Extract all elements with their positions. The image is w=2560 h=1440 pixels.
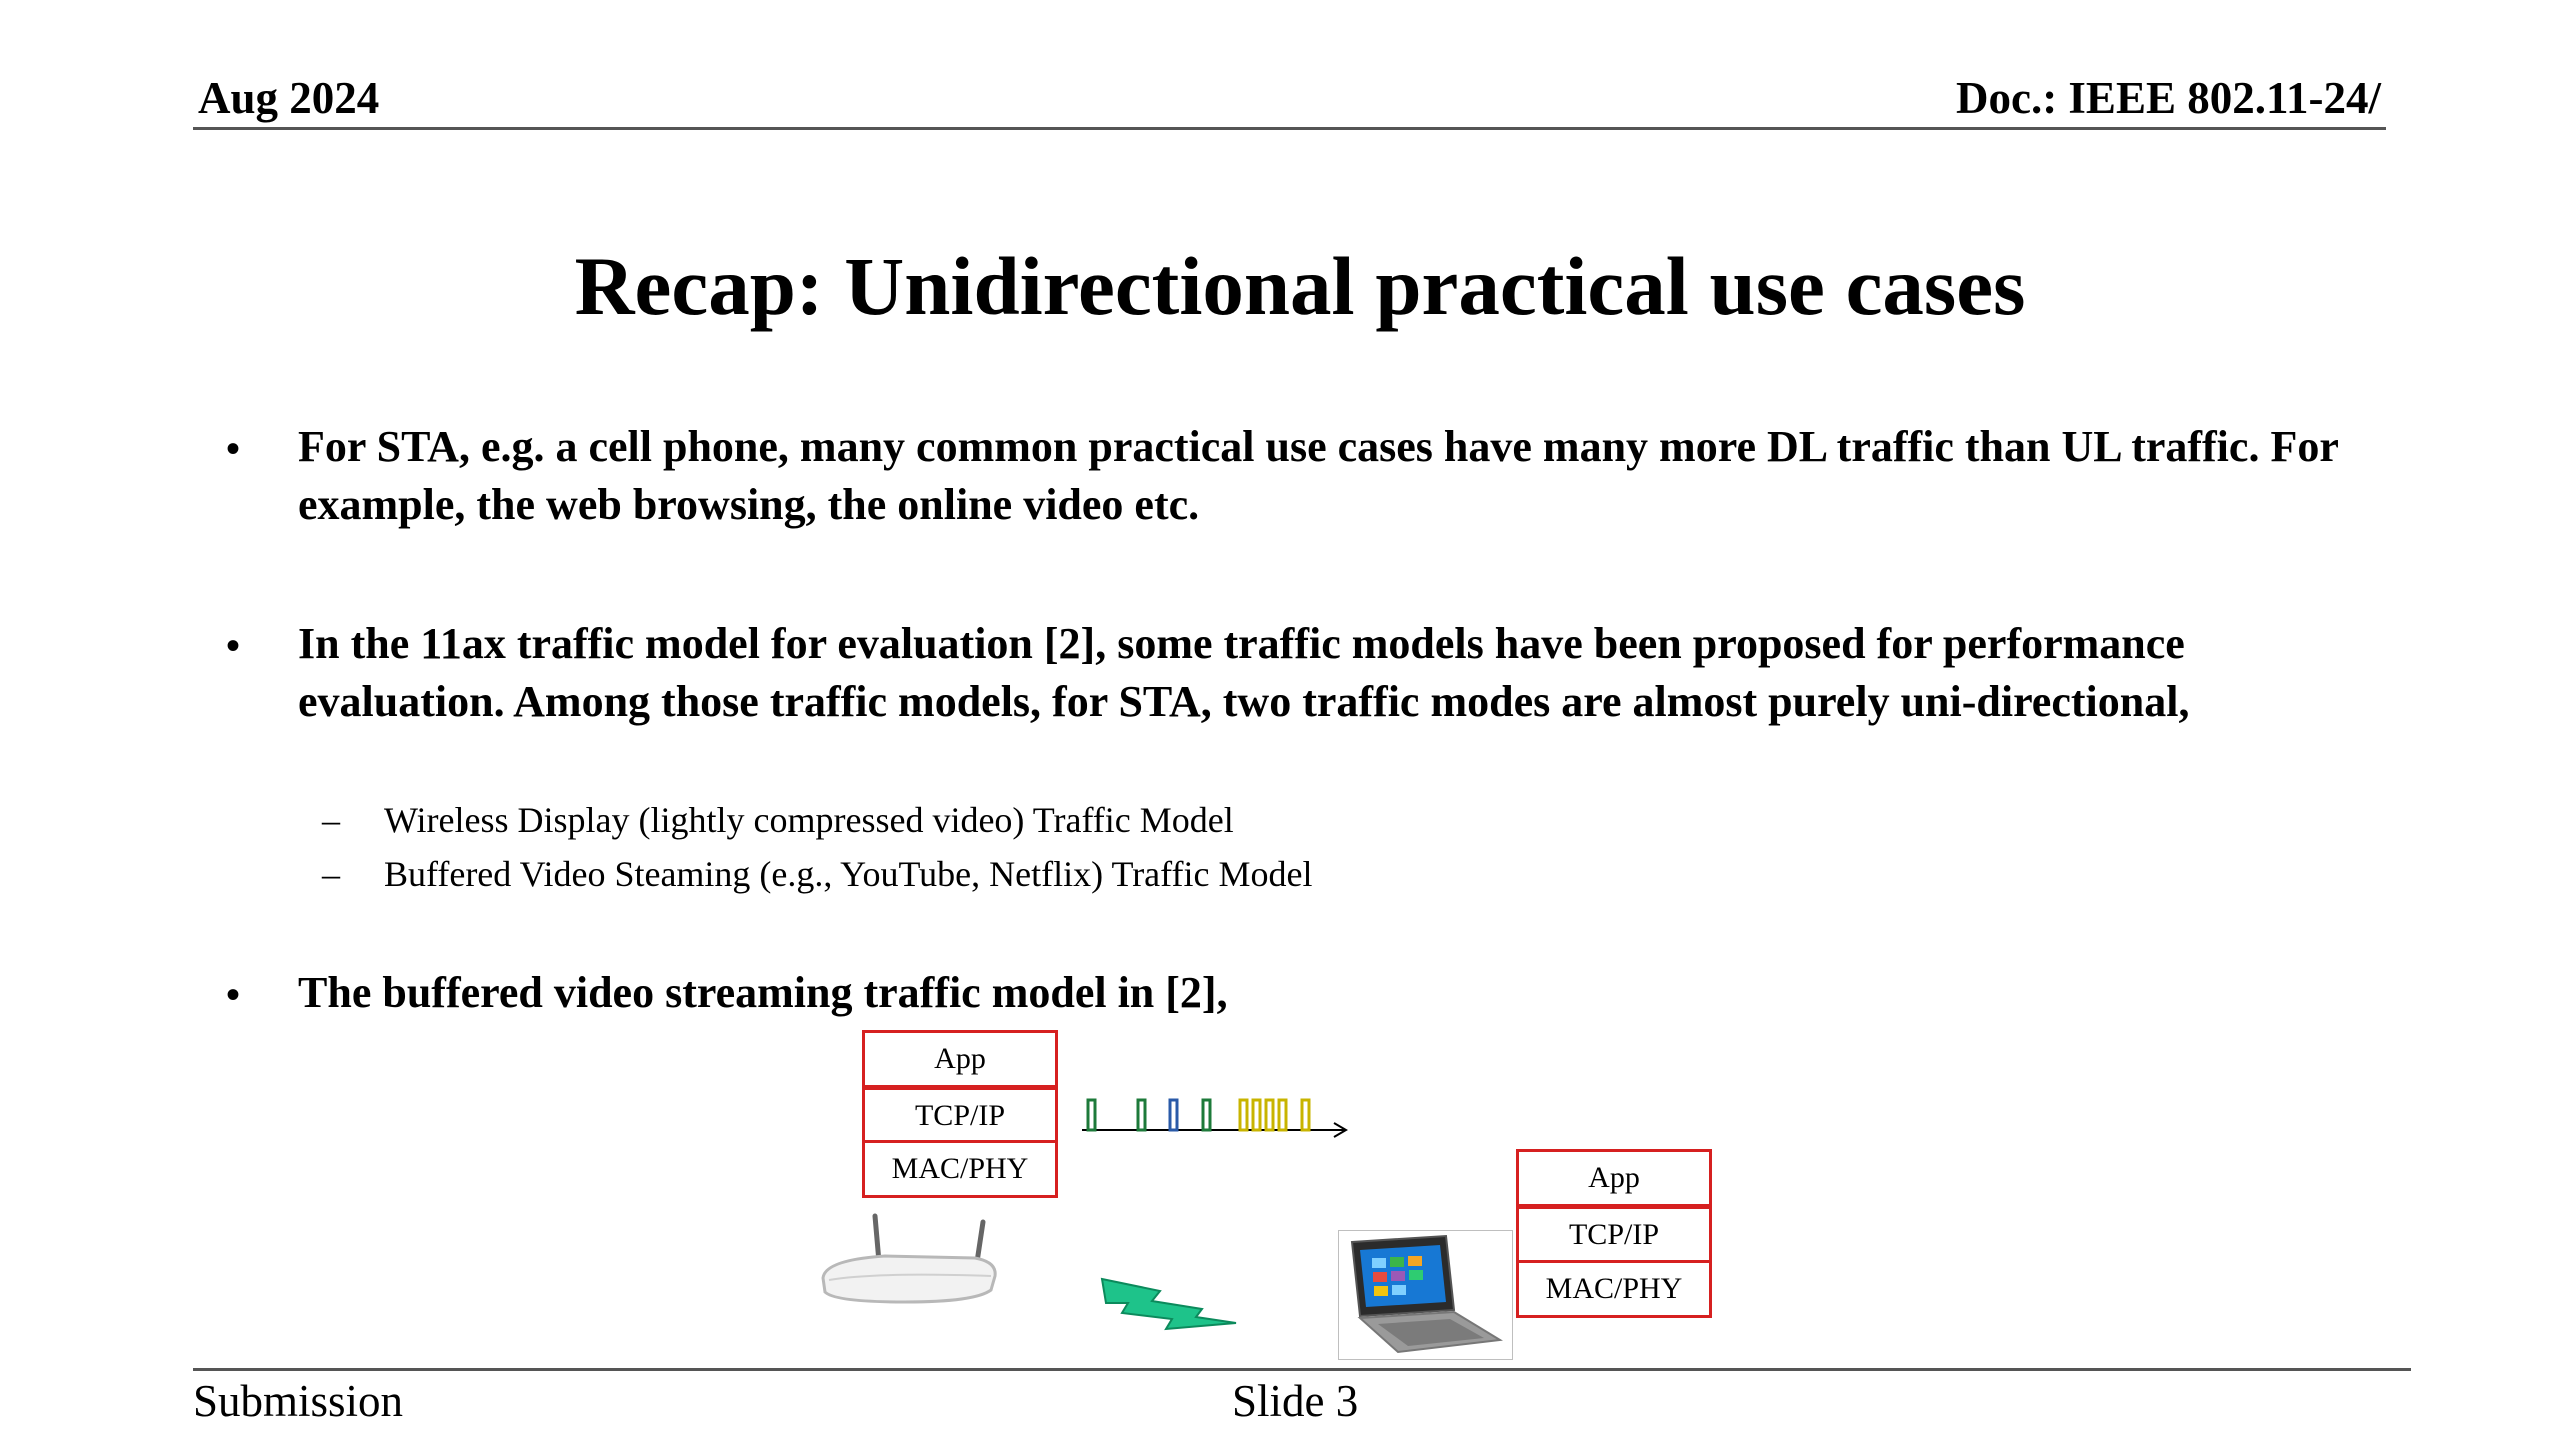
sub-item-wireless-display: Wireless Display (lightly compressed video) Traffic Model: [384, 800, 1234, 840]
bullet-2-text: In the 11ax traffic model for evaluation [2], some traffic models have been proposed for performance evaluation. Among those traffic models, for STA, two traffic modes are almost purely uni-directional,: [298, 619, 2190, 726]
sta-stack-macphy: MAC/PHY: [1516, 1260, 1712, 1318]
sub-bullet-marker: –: [322, 854, 340, 894]
ap-stack-app: App: [862, 1030, 1058, 1088]
laptop-icon: [1338, 1230, 1513, 1360]
sta-stack-app: App: [1516, 1149, 1712, 1207]
wireless-signal-icon: [1100, 1275, 1240, 1335]
router-icon: [815, 1210, 1005, 1310]
bullet-marker: •: [226, 972, 241, 1017]
header-doc-id: Doc.: IEEE 802.11-24/: [1955, 73, 2381, 123]
header-date: Aug 2024: [198, 73, 380, 123]
bullet-marker: •: [226, 623, 241, 668]
sta-stack-tcpip: TCP/IP: [1516, 1206, 1712, 1264]
traffic-pulses-icon: [1080, 1090, 1350, 1140]
ap-stack-macphy: MAC/PHY: [862, 1140, 1058, 1198]
header-divider: [193, 127, 2386, 130]
sub-item-buffered-video: Buffered Video Steaming (e.g., YouTube, Netflix) Traffic Model: [384, 854, 1313, 894]
footer-submission: Submission: [193, 1376, 404, 1426]
bullet-marker: •: [226, 426, 241, 471]
footer-divider: [193, 1368, 2411, 1371]
bullet-3-text: The buffered video streaming traffic model in [2],: [298, 968, 1228, 1017]
footer-slide-number: Slide 3: [1232, 1376, 1359, 1426]
ap-stack-tcpip: TCP/IP: [862, 1087, 1058, 1145]
bullet-1-text: For STA, e.g. a cell phone, many common practical use cases have many more DL traffic than UL traffic. For example, the web browsing, the online video etc.: [298, 422, 2339, 529]
sub-bullet-marker: –: [322, 800, 340, 840]
slide-title: Recap: Unidirectional practical use cases: [574, 240, 2026, 332]
